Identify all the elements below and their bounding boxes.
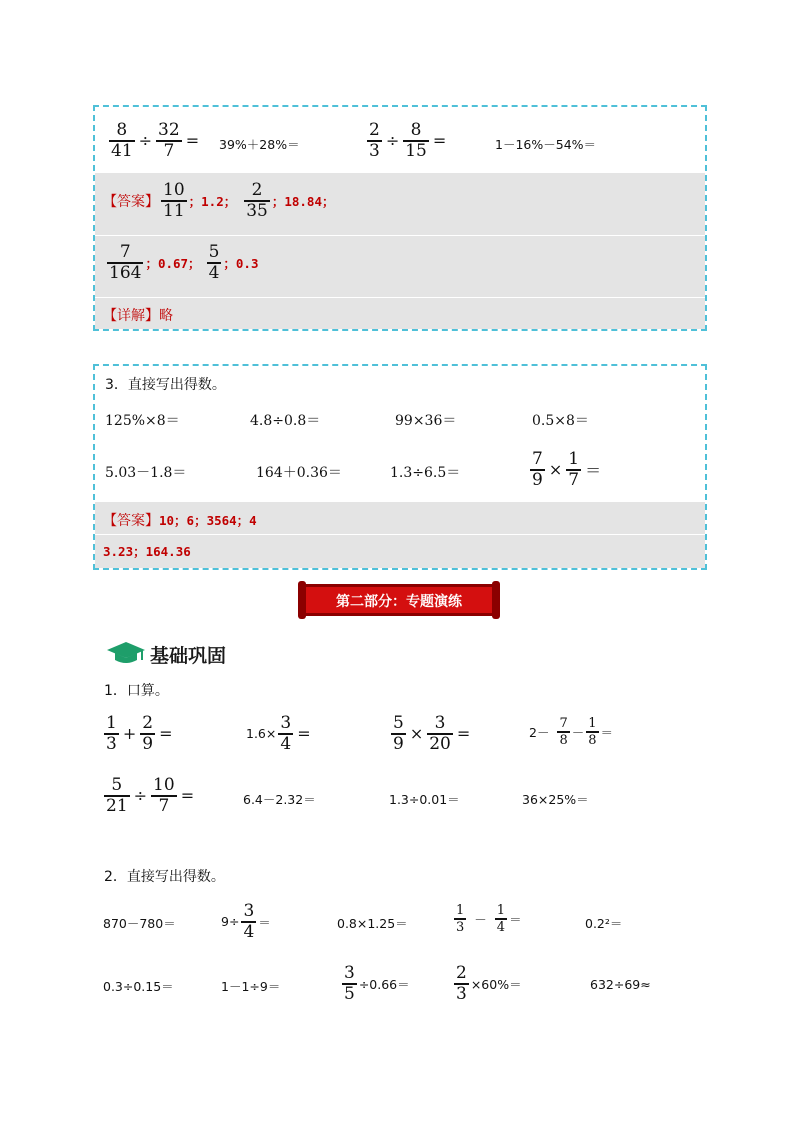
expr: 164＋0.36＝ [256, 465, 342, 481]
fraction: $\frac{5}{9}$ [393, 713, 404, 754]
q2-expr-3: 0.8×1.25＝ [337, 916, 408, 931]
expr: 1.3÷6.5＝ [390, 465, 461, 481]
expr: 125%×8＝ [105, 413, 180, 429]
q2-expr-10: 632÷69≈ [590, 977, 651, 992]
q1-expr-7: 1.3÷0.01＝ [389, 792, 460, 807]
question-1-title: 1．口算。 [104, 683, 169, 699]
fraction: $\frac{2}{35}$ [246, 180, 268, 221]
detail-tag: 【详解】 [103, 308, 159, 324]
question-3: 3．直接写出得数。 [105, 377, 226, 393]
q2-expr-2: 9÷ $\frac{3}{4}$ ＝ [221, 901, 271, 942]
q2-expr-9: $\frac{2}{3}$ ×60%＝ [456, 963, 522, 1004]
expr-3: $\frac{2}{3}$ ÷ $\frac{8}{15}$ = [369, 120, 447, 161]
fraction: $\frac{1}{3}$ [456, 903, 465, 935]
q1-expr-4: 2－ $\frac{7}{8}$ － $\frac{1}{8}$ ＝ [529, 716, 614, 748]
fraction: $\frac{8}{41}$ [111, 120, 133, 161]
answer-row-2: 3.23；164.36 [103, 544, 191, 559]
section-banner: 第二部分：专题演练 [302, 584, 496, 616]
fraction: $\frac{3}{4}$ [243, 901, 255, 942]
fraction: $\frac{5}{4}$ [208, 242, 220, 283]
q2-expr-5: 0.2²＝ [585, 916, 623, 931]
q2-expr-8: $\frac{3}{5}$ ÷0.66＝ [344, 963, 410, 1004]
fraction: $\frac{3}{20}$ [429, 713, 451, 754]
answer-row-2: $\frac{7}{164}$ ；0.67； $\frac{5}{4}$ ；0.3 [109, 242, 259, 283]
fraction: $\frac{1}{3}$ [106, 713, 117, 754]
q2-expr-6: 0.3÷0.15＝ [103, 979, 174, 994]
fraction: $\frac{3}{5}$ [344, 963, 355, 1004]
fraction: $\frac{1}{7}$ [568, 449, 580, 490]
answer-box-2 [93, 364, 707, 570]
fraction: $\frac{10}{7}$ [153, 775, 175, 816]
answer-row-1: 【答案】 $\frac{10}{11}$ ；1.2； $\frac{2}{35}$ ；18.84； [103, 180, 335, 221]
fraction: $\frac{7}{8}$ [559, 716, 568, 748]
fraction: $\frac{3}{4}$ [280, 713, 292, 754]
q1-expr-2: 1.6× $\frac{3}{4}$ = [246, 713, 311, 754]
q2-expr-7: 1－1÷9＝ [221, 979, 281, 994]
expr: 4.8÷0.8＝ [250, 413, 321, 429]
fraction: $\frac{2}{3}$ [369, 120, 380, 161]
answer-box-1 [93, 105, 707, 331]
expr-1: $\frac{8}{41}$ ÷ $\frac{32}{7}$ = [111, 120, 200, 161]
fraction: $\frac{1}{4}$ [496, 903, 506, 935]
fraction: $\frac{1}{8}$ [588, 716, 597, 748]
fraction: $\frac{5}{21}$ [106, 775, 128, 816]
expr-2: 39%＋28%＝ [219, 137, 300, 152]
answer-tag: 【答案】 [103, 513, 159, 529]
section-heading: 基础巩固 [150, 645, 227, 667]
q2-expr-4: $\frac{1}{3}$ － $\frac{1}{4}$ ＝ [456, 903, 522, 935]
q1-expr-1: $\frac{1}{3}$ + $\frac{2}{9}$ = [106, 713, 173, 754]
fraction: $\frac{10}{11}$ [163, 180, 185, 221]
expr: 5.03－1.8＝ [105, 465, 187, 481]
fraction: $\frac{32}{7}$ [158, 120, 180, 161]
answer-tag: 【答案】 [103, 193, 159, 210]
fraction: $\frac{8}{15}$ [405, 120, 427, 161]
fraction: $\frac{2}{3}$ [456, 963, 467, 1004]
answer-row: 【答案】 10；6；3564；4 [103, 510, 257, 530]
fraction: $\frac{2}{9}$ [142, 713, 154, 754]
expr-4: 1－16%－54%＝ [495, 137, 597, 152]
fraction: $\frac{7}{9}$ [532, 449, 543, 490]
expr: 0.5×8＝ [532, 413, 589, 429]
question-2-title: 2．直接写出得数。 [104, 869, 225, 885]
fraction: $\frac{7}{164}$ [109, 242, 142, 283]
expr-fraction: $\frac{7}{9}$ × $\frac{1}{7}$ ＝ [532, 449, 602, 490]
q1-expr-6: 6.4－2.32＝ [243, 792, 316, 807]
q2-expr-1: 870－780＝ [103, 916, 176, 931]
q1-expr-8: 36×25%＝ [522, 792, 589, 807]
graduation-cap-icon [106, 640, 146, 666]
expr: 99×36＝ [395, 413, 457, 429]
q1-expr-3: $\frac{5}{9}$ × $\frac{3}{20}$ = [393, 713, 471, 754]
detail-row: 【详解】 略 [103, 305, 173, 325]
q1-expr-5: $\frac{5}{21}$ ÷ $\frac{10}{7}$ = [106, 775, 195, 816]
